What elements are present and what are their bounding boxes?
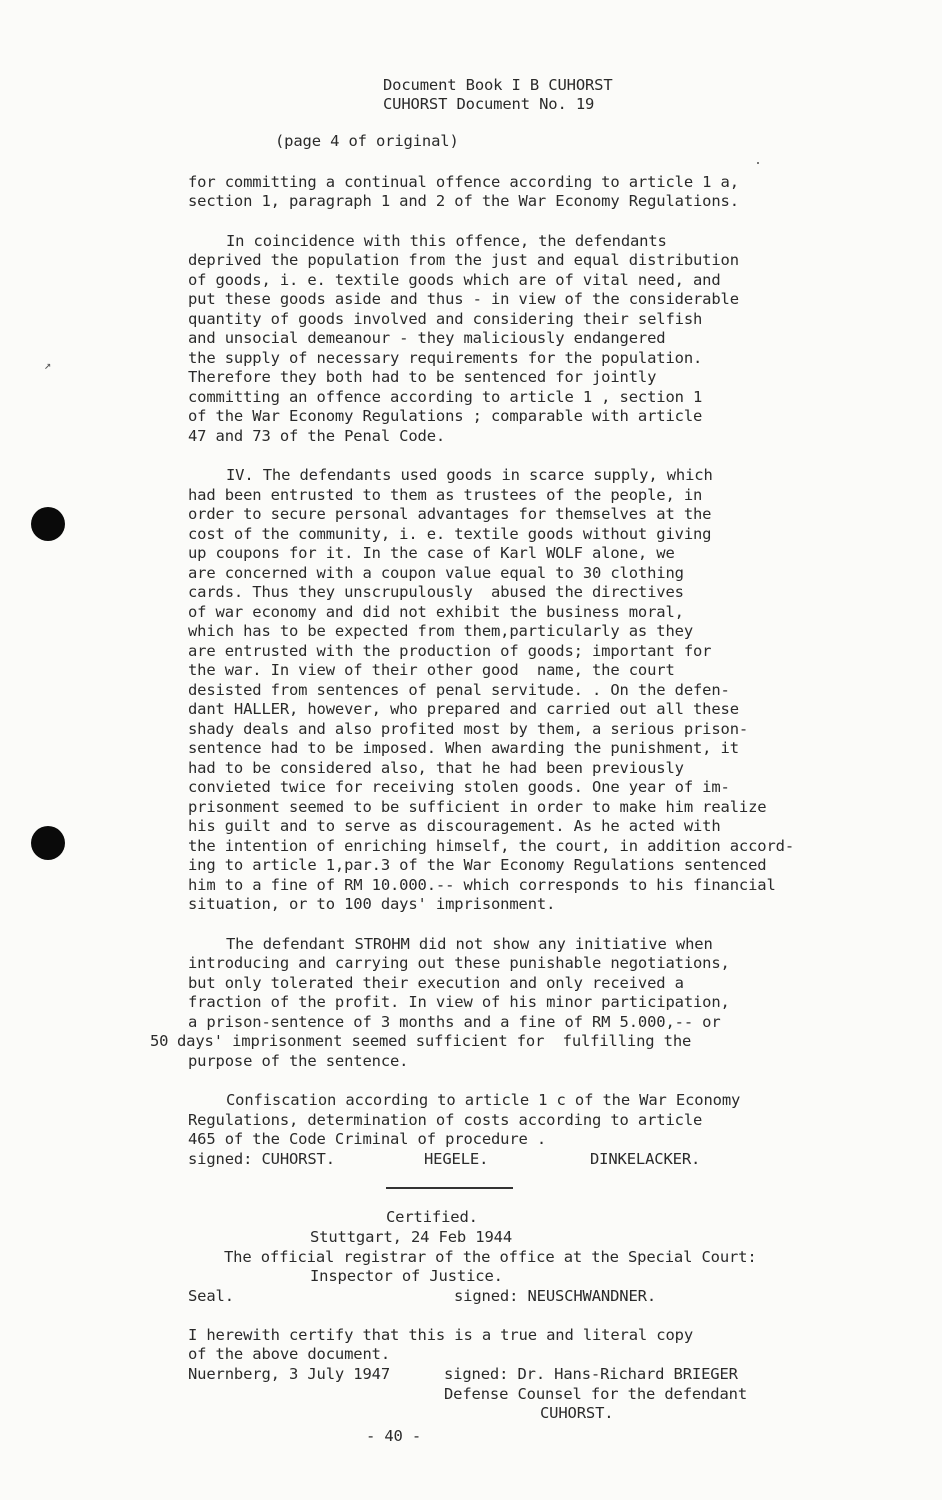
text-line: 465 of the Code Criminal of procedure . — [188, 1130, 547, 1148]
text-line: purpose of the sentence. — [188, 1052, 409, 1070]
text-line: cards. Thus they unscrupulously abused the directives — [188, 583, 684, 601]
certify-role: Defense Counsel for the defendant — [444, 1385, 747, 1403]
text-line: of the War Economy Regulations ; comparable with article — [188, 407, 703, 425]
margin-number: 50 — [150, 1032, 169, 1050]
text-line: Therefore they both had to be sentenced for jointly — [188, 368, 657, 386]
certify-defendant: CUHORST. — [540, 1404, 614, 1422]
text-line: are concerned with a coupon value equal to 30 clothing — [188, 564, 684, 582]
signature-dinkelacker: DINKELACKER. — [590, 1150, 701, 1168]
page-number: - 40 - — [366, 1427, 422, 1445]
text-line: had been entrusted to them as trustees of the people, in — [188, 486, 703, 504]
punch-hole-lower — [31, 826, 65, 860]
certified-role: Inspector of Justice. — [310, 1267, 503, 1285]
text-line: prisonment seemed to be sufficient in order to make him realize — [188, 798, 767, 816]
text-line: are entrusted with the production of goods; important for — [188, 642, 712, 660]
text-line: the war. In view of their other good name, the court — [188, 661, 675, 679]
certify-copy-line-2: of the above document. — [188, 1345, 390, 1363]
text-line: introducing and carrying out these punishable negotiations, — [188, 954, 730, 972]
text-line: of goods, i. e. textile goods which are of vital need, and — [188, 271, 721, 289]
header-line-1: Document Book I B CUHORST — [383, 76, 613, 94]
certified-signed: signed: NEUSCHWANDNER. — [454, 1287, 656, 1305]
text-line: had to be considered also, that he had been previously — [188, 759, 684, 777]
certify-copy-line-1: I herewith certify that this is a true and literal copy — [188, 1326, 693, 1344]
text-line: committing an offence according to article 1 , section 1 — [188, 388, 703, 406]
text-line: deprived the population from the just and equal distribution — [188, 251, 739, 269]
text-line: The defendant STROHM did not show any initiative when — [226, 935, 713, 953]
text-line: but only tolerated their execution and only received a — [188, 974, 684, 992]
signature-hegele: HEGELE. — [424, 1150, 489, 1168]
text-line: a prison-sentence of 3 months and a fine of RM 5.000,-- or — [188, 1013, 721, 1031]
text-line: cost of the community, i. e. textile goods without giving — [188, 525, 712, 543]
text-line: convieted twice for receiving stolen goods. One year of im- — [188, 778, 730, 796]
signature-cuhorst: signed: CUHORST. — [188, 1150, 335, 1168]
text-line: of war economy and did not exhibit the business moral, — [188, 603, 684, 621]
separator-rule — [386, 1187, 513, 1189]
text-line: put these goods aside and thus - in view of the considerable — [188, 290, 739, 308]
header-line-2: CUHORST Document No. 19 — [383, 95, 595, 113]
text-line: days' imprisonment seemed sufficient for fulfilling the — [177, 1032, 692, 1050]
text-line: for committing a continual offence according to article 1 a, — [188, 173, 739, 191]
text-line: fraction of the profit. In view of his minor participation, — [188, 993, 730, 1011]
text-line: Regulations, determination of costs according to article — [188, 1111, 703, 1129]
text-line: the supply of necessary requirements for the population. — [188, 349, 703, 367]
text-line: shady deals and also profited most by them, a serious prison- — [188, 720, 749, 738]
text-line: and unsocial demeanour - they maliciously endangered — [188, 329, 666, 347]
text-line: section 1, paragraph 1 and 2 of the War Economy Regulations. — [188, 192, 739, 210]
text-line: dant HALLER, however, who prepared and carried out all these — [188, 700, 739, 718]
text-line: situation, or to 100 days' imprisonment. — [188, 895, 556, 913]
stray-mark: ↗ — [44, 358, 52, 372]
text-line: the intention of enriching himself, the court, in addition accord- — [188, 837, 794, 855]
text-line: In coincidence with this offence, the defendants — [226, 232, 667, 250]
certify-signed: signed: Dr. Hans-Richard BRIEGER — [444, 1365, 738, 1383]
certified-place-date: Stuttgart, 24 Feb 1944 — [310, 1228, 512, 1246]
text-line: IV. The defendants used goods in scarce supply, which — [226, 466, 713, 484]
stray-dot — [757, 162, 759, 164]
text-line: sentence had to be imposed. When awarding the punishment, it — [188, 739, 739, 757]
seal-label: Seal. — [188, 1287, 234, 1305]
text-line: quantity of goods involved and considering their selfish — [188, 310, 703, 328]
text-line: 47 and 73 of the Penal Code. — [188, 427, 446, 445]
certified-registrar: The official registrar of the office at the Special Court: — [224, 1248, 757, 1266]
text-line: Confiscation according to article 1 c of the War Economy — [226, 1091, 741, 1109]
page-reference: (page 4 of original) — [275, 132, 459, 150]
text-line: order to secure personal advantages for themselves at the — [188, 505, 712, 523]
text-line: up coupons for it. In the case of Karl WOLF alone, we — [188, 544, 675, 562]
text-line: which has to be expected from them,particularly as they — [188, 622, 693, 640]
certified-title: Certified. — [386, 1208, 478, 1226]
text-line: his guilt and to serve as discouragement. As he acted with — [188, 817, 721, 835]
punch-hole-upper — [31, 507, 65, 541]
certify-place-date: Nuernberg, 3 July 1947 — [188, 1365, 390, 1383]
text-line: desisted from sentences of penal servitude. . On the defen- — [188, 681, 730, 699]
text-line: him to a fine of RM 10.000.-- which corresponds to his financial — [188, 876, 776, 894]
text-line: ing to article 1,par.3 of the War Economy Regulations sentenced — [188, 856, 767, 874]
